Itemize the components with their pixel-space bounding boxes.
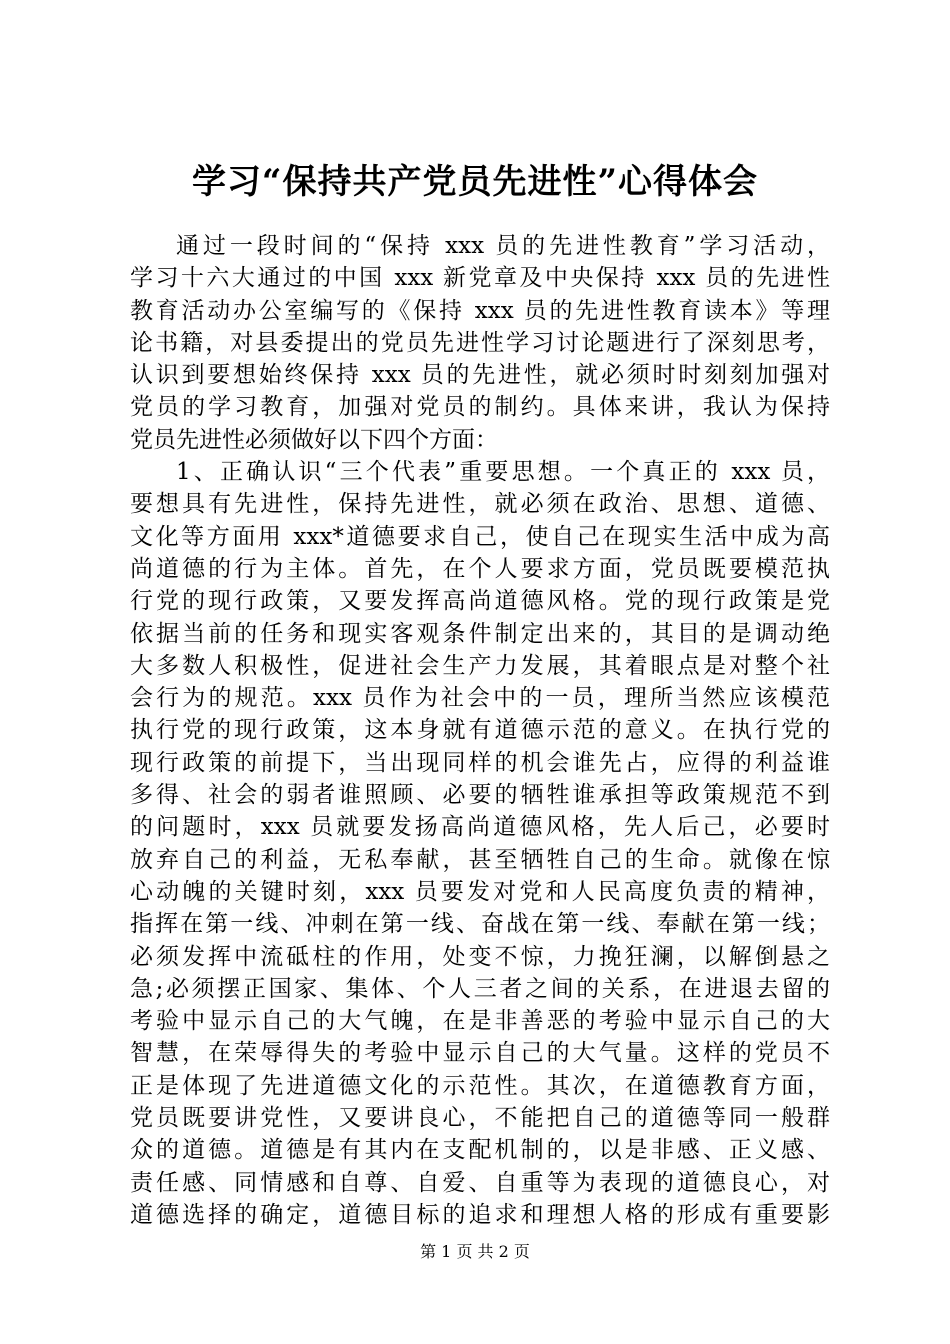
text-line: 要想具有先进性，保持先进性，就必须在政治、思想、道德、 — [130, 491, 830, 518]
text-line: 现行政策的前提下，当出现同样的机会谁先占，应得的利益谁 — [130, 749, 830, 776]
text-line: 会行为的规范。xxx 员作为社会中的一员，理所当然应该模范 — [130, 685, 830, 712]
text-line: 必须发挥中流砥柱的作用，处变不惊，力挽狂澜，以解倒悬之 — [130, 943, 830, 970]
text-line: 论书籍，对县委提出的党员先进性学习讨论题进行了深刻思考， — [130, 329, 830, 356]
text-line: 众的道德。道德是有其内在支配机制的，以是非感、正义感、 — [130, 1137, 830, 1164]
text-line: 党员既要讲党性，又要讲良心，不能把自己的道德等同一般群 — [130, 1105, 830, 1132]
text-line: 教育活动办公室编写的《保持 xxx 员的先进性教育读本》等理 — [130, 297, 830, 324]
text-line: 1、正确认识“三个代表”重要思想。一个真正的 xxx 员， — [176, 459, 830, 486]
text-line: 急;必须摆正国家、集体、个人三者之间的关系，在进退去留的 — [130, 975, 830, 1002]
text-line: 指挥在第一线、冲刺在第一线、奋战在第一线、奉献在第一线； — [130, 911, 830, 938]
text-line: 党员的学习教育，加强对党员的制约。具体来讲，我认为保持 — [130, 394, 830, 421]
document-body — [130, 230, 830, 1231]
text-line: 文化等方面用 xxx*道德要求自己，使自己在现实生活中成为高 — [130, 523, 830, 550]
text-line: 党员先进性必须做好以下四个方面： — [130, 426, 498, 453]
text-line: 认识到要想始终保持 xxx 员的先进性，就必须时时刻刻加强对 — [130, 362, 830, 389]
text-line: 执行党的现行政策，这本身就有道德示范的意义。在执行党的 — [130, 717, 830, 744]
text-line: 智慧，在荣辱得失的考验中显示自己的大气量。这样的党员不 — [130, 1040, 830, 1067]
page-footer: 第 1 页 共 2 页 — [420, 1242, 530, 1261]
text-line: 考验中显示自己的大气魄，在是非善恶的考验中显示自己的大 — [130, 1008, 830, 1035]
document-title: 学习“保持共产党员先进性”心得体会 — [191, 162, 759, 202]
text-line: 正是体现了先进道德文化的示范性。其次，在道德教育方面， — [130, 1072, 830, 1099]
text-line: 的问题时，xxx 员就要发扬高尚道德风格，先人后己，必要时 — [130, 814, 830, 841]
text-line: 尚道德的行为主体。首先，在个人要求方面，党员既要模范执 — [130, 555, 830, 582]
text-line: 多得、社会的弱者谁照顾、必要的牺牲谁承担等政策规范不到 — [130, 782, 830, 809]
text-line: 学习十六大通过的中国 xxx 新党章及中央保持 xxx 员的先进性 — [130, 265, 830, 292]
text-line: 心动魄的关键时刻，xxx 员要发对党和人民高度负责的精神， — [130, 878, 830, 905]
text-line: 责任感、同情感和自尊、自爱、自重等为表现的道德良心，对 — [130, 1169, 830, 1196]
text-line: 放弃自己的利益，无私奉献，甚至牺牲自己的生命。就像在惊 — [130, 846, 830, 873]
text-line: 依据当前的任务和现实客观条件制定出来的，其目的是调动绝 — [130, 620, 830, 647]
text-line: 行党的现行政策，又要发挥高尚道德风格。党的现行政策是党 — [130, 588, 830, 615]
text-line: 通过一段时间的“保持 xxx 员的先进性教育”学习活动， — [176, 233, 830, 259]
text-line: 大多数人积极性，促进社会生产力发展，其着眼点是对整个社 — [130, 652, 830, 679]
text-line: 道德选择的确定，道德目标的追求和理想人格的形成有重要影 — [130, 1201, 830, 1228]
